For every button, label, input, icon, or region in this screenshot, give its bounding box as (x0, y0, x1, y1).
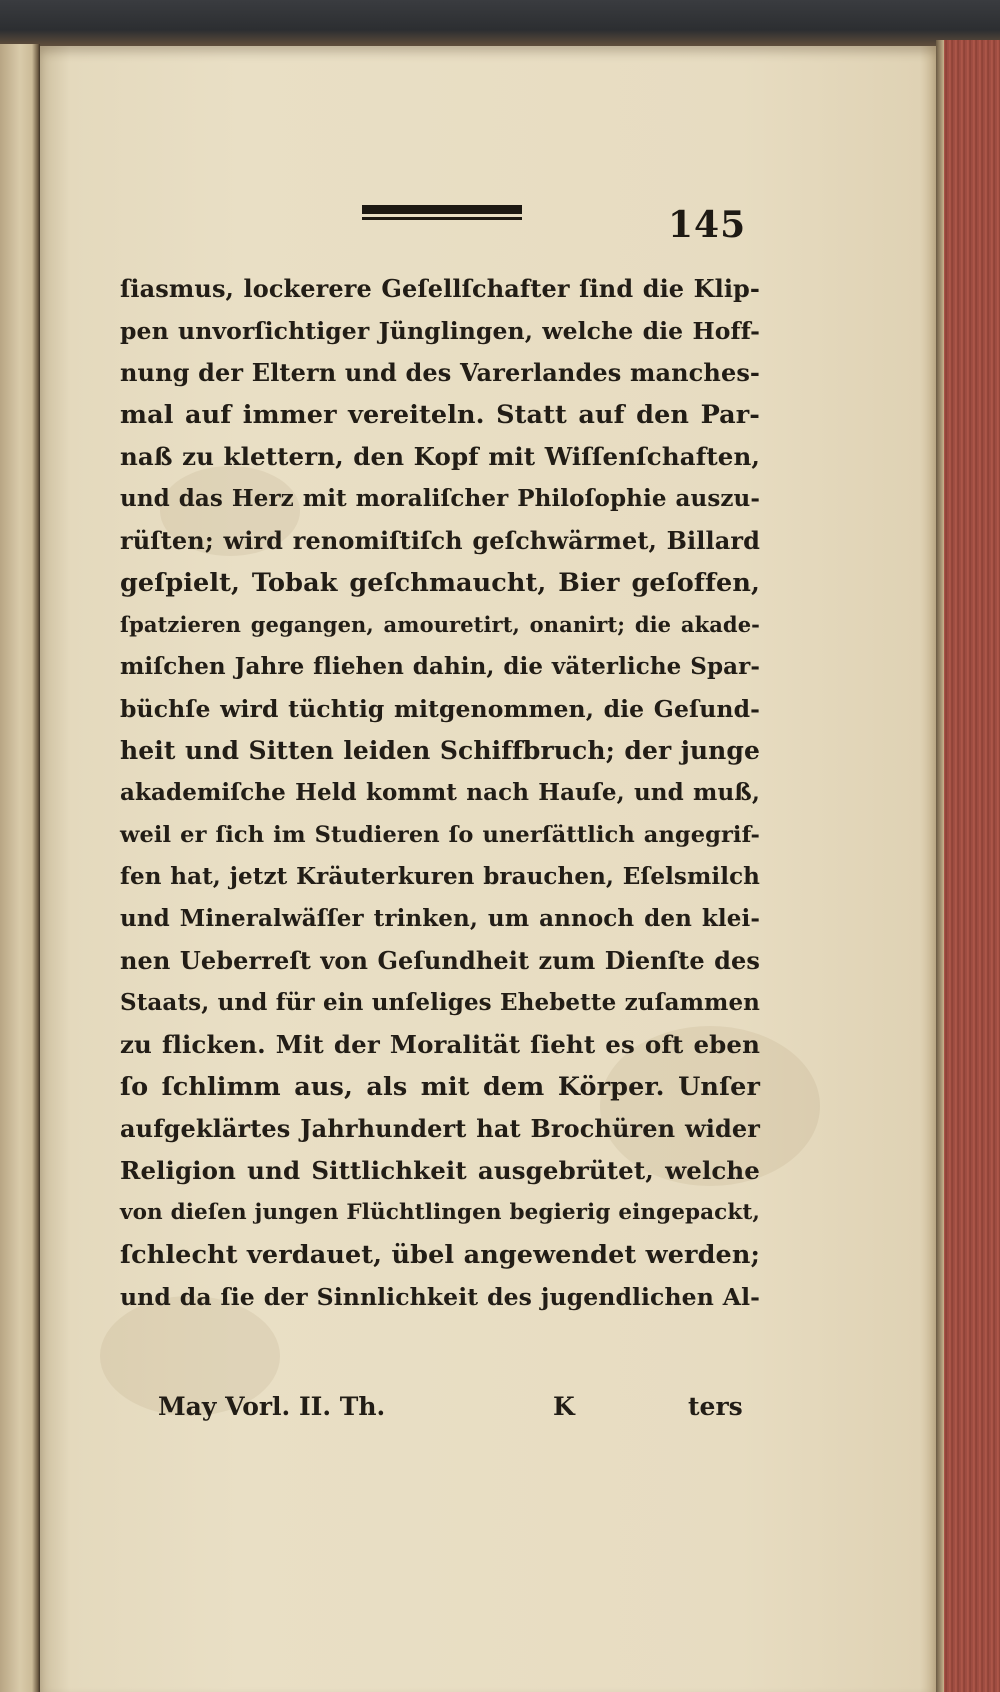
text-line: weil er ſich im Studieren ſo unerſättlich angegrif- (120, 822, 760, 848)
text-line: ſchlecht verdauet, übel angewendet werden; (120, 1240, 760, 1270)
text-line: mal auf immer vereiteln. Statt auf den Par- (120, 400, 760, 430)
signature-mark: K (553, 1392, 575, 1421)
text-line: und Mineralwäſſer trinken, um annoch den klei- (120, 905, 760, 932)
text-line: aufgeklärtes Jahrhundert hat Brochüren wider (120, 1114, 760, 1143)
text-line: Religion und Sittlichkeit ausgebrütet, welche (120, 1156, 760, 1185)
text-line: zu flicken. Mit der Moralität ſieht es oft eben (120, 1030, 760, 1059)
text-line: nen Ueberreſt von Geſundheit zum Dienſte des (120, 946, 760, 975)
text-line: rüſten; wird renomiſtiſch geſchwärmet, Billard (120, 526, 760, 555)
signature-title: May Vorl. II. Th. (158, 1392, 386, 1421)
page-number: 145 (668, 204, 747, 246)
text-line: von dieſen jungen Flüchtlingen begierig eingepackt, (120, 1200, 760, 1225)
text-line: und das Herz mit moraliſcher Philoſophie auszu- (120, 485, 760, 512)
text-line: Staats, und für ein unſeliges Ehebette zuſammen (120, 989, 760, 1016)
text-line: ſiasmus, lockerere Geſellſchafter ſind die Klip- (120, 274, 760, 303)
text-line: geſpielt, Tobak geſchmaucht, Bier geſoffen, (120, 568, 760, 598)
text-line: naß zu klettern, den Kopf mit Wiſſenſchaften, (120, 442, 760, 471)
text-line: und da ſie der Sinnlichkeit des jugendlichen Al- (120, 1283, 760, 1311)
text-line: büchſe wird tüchtig mitgenommen, die Geſund- (120, 695, 760, 723)
text-line: ſpatzieren gegangen, amouretirt, onanirt; die akade- (120, 612, 760, 637)
text-line: fen hat, jetzt Kräuterkuren brauchen, Eſelsmilch (120, 863, 760, 890)
text-line: ſo ſchlimm aus, als mit dem Körper. Unſer (120, 1072, 760, 1102)
header-rule-thin (362, 217, 522, 220)
body-text (120, 268, 760, 1318)
header-rule (362, 205, 522, 221)
text-line: heit und Sitten leiden Schiffbruch; der junge (120, 736, 760, 765)
page-footer (158, 1388, 743, 1432)
text-line: akademiſche Held kommt nach Hauſe, und muß, (120, 779, 760, 806)
text-line: pen unvorſichtiger Jünglingen, welche die Hoff- (120, 317, 760, 345)
facing-page-edge (0, 44, 40, 1692)
page-block-edges (936, 40, 1000, 1692)
text-line: miſchen Jahre fliehen dahin, die väterliche Spar- (120, 653, 760, 680)
catchword: ters (688, 1392, 743, 1421)
header-rule-thick (362, 205, 522, 214)
text-line: nung der Eltern und des Varerlandes manches- (120, 358, 760, 387)
